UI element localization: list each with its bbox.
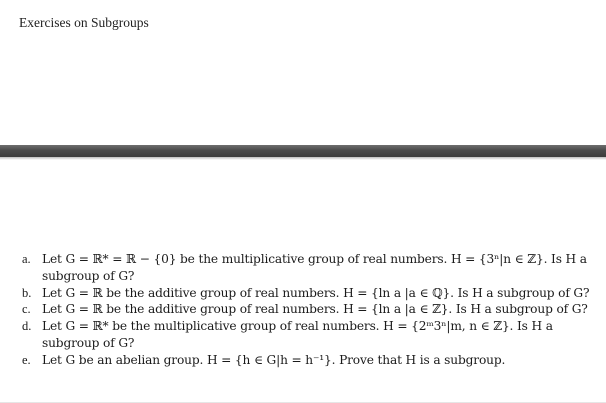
exercise-letter: b. xyxy=(22,285,32,300)
document-title: Exercises on Subgroups xyxy=(19,15,149,30)
exercise-text: Let G = ℝ be the additive group of real numbers. H = {ln a |a ∈ ℚ}. Is H a subgroup of G? xyxy=(42,285,590,300)
exercise-item xyxy=(22,301,600,318)
exercise-item xyxy=(22,251,600,285)
exercise-text: Let G be an abelian group. H = {h ∈ G|h = h⁻¹}. Prove that H is a subgroup. xyxy=(42,352,506,367)
exercise-letter: d. xyxy=(22,319,32,334)
section-divider xyxy=(0,145,606,157)
exercise-item xyxy=(22,318,600,352)
exercise-item xyxy=(22,285,600,302)
section-divider-shadow xyxy=(0,157,606,160)
exercise-letter: e. xyxy=(22,352,31,367)
exercise-item xyxy=(22,352,600,369)
exercise-text: Let G = ℝ* = ℝ − {0} be the multiplicative group of real numbers. H = {3ⁿ|n ∈ ℤ}. Is H a subgroup of G? xyxy=(42,252,587,283)
exercise-list xyxy=(22,251,600,369)
exercise-text: Let G = ℝ be the additive group of real numbers. H = {ln a |a ∈ ℤ}. Is H a subgroup of G? xyxy=(42,302,588,317)
exercise-letter: a. xyxy=(22,252,31,266)
exercise-letter: c. xyxy=(22,302,31,317)
exercise-text: Let G = ℝ* be the multiplicative group of real numbers. H = {2ᵐ3ⁿ|m, n ∈ ℤ}. Is H a subgroup of G? xyxy=(42,319,553,350)
